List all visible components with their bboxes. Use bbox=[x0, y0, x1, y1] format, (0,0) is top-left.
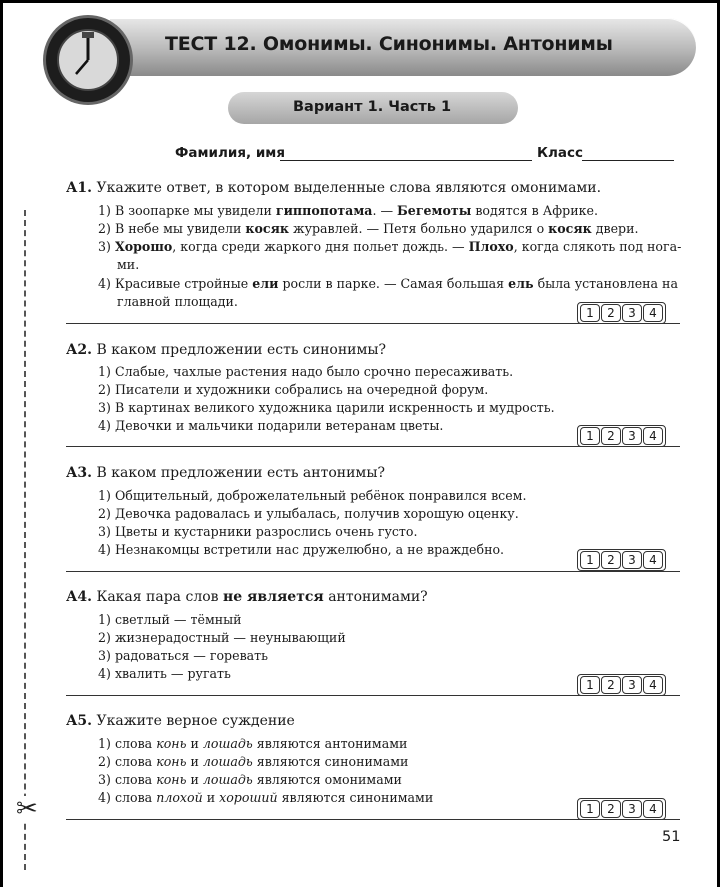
answer-box-1[interactable]: 1 bbox=[580, 676, 600, 694]
option: 4) слова плохой и хороший являются синонимами bbox=[98, 790, 434, 805]
option: 3) слова конь и лошадь являются омонимами bbox=[98, 772, 402, 787]
question-a2 bbox=[66, 342, 386, 358]
answer-box-1[interactable]: 1 bbox=[580, 304, 600, 322]
answer-box-3[interactable]: 3 bbox=[622, 551, 642, 569]
clock-icon bbox=[46, 18, 130, 102]
answer-box-2[interactable]: 2 bbox=[601, 304, 621, 322]
option: 3) Хорошо, когда среди жаркого дня польет дождь. — Плохо, когда слякоть под нога- bbox=[98, 239, 682, 254]
option-continuation: главной площади. bbox=[117, 294, 238, 309]
answer-box-3[interactable]: 3 bbox=[622, 304, 642, 322]
answer-box-2[interactable]: 2 bbox=[601, 676, 621, 694]
question-a5 bbox=[66, 713, 295, 729]
divider bbox=[66, 695, 680, 696]
divider bbox=[66, 571, 680, 572]
option: 1) Общительный, доброжелательный ребёнок понравился всем. bbox=[98, 488, 527, 503]
option: 1) светлый — тёмный bbox=[98, 612, 242, 627]
answer-boxes bbox=[577, 674, 666, 696]
option: 1) слова конь и лошадь являются антонимами bbox=[98, 736, 408, 751]
divider bbox=[66, 323, 680, 324]
question-number: А5. bbox=[66, 713, 93, 729]
answer-box-3[interactable]: 3 bbox=[622, 800, 642, 818]
answer-boxes bbox=[577, 302, 666, 324]
variant-label: Вариант 1. Часть 1 bbox=[293, 99, 452, 115]
answer-box-1[interactable]: 1 bbox=[580, 800, 600, 818]
question-text: Укажите верное суждение bbox=[96, 713, 295, 729]
answer-box-3[interactable]: 3 bbox=[622, 676, 642, 694]
class-field[interactable] bbox=[582, 160, 674, 161]
question-a1 bbox=[66, 180, 601, 196]
answer-box-1[interactable]: 1 bbox=[580, 427, 600, 445]
option: 3) радоваться — горевать bbox=[98, 648, 268, 663]
question-a4 bbox=[66, 589, 428, 605]
page-title: ТЕСТ 12. Омонимы. Синонимы. Антонимы bbox=[165, 33, 613, 55]
divider bbox=[66, 446, 680, 447]
option: 2) В небе мы увидели косяк журавлей. — Петя больно ударился о косяк двери. bbox=[98, 221, 639, 236]
name-label: Фамилия, имя bbox=[175, 145, 285, 161]
divider bbox=[66, 819, 680, 820]
option: 3) Цветы и кустарники разрослись очень густо. bbox=[98, 524, 418, 539]
question-number: А4. bbox=[66, 589, 93, 605]
answer-box-4[interactable]: 4 bbox=[643, 304, 663, 322]
question-number: А1. bbox=[66, 180, 93, 196]
option: 4) Девочки и мальчики подарили ветеранам цветы. bbox=[98, 418, 444, 433]
answer-box-2[interactable]: 2 bbox=[601, 800, 621, 818]
answer-box-4[interactable]: 4 bbox=[643, 676, 663, 694]
option: 3) В картинах великого художника царили искренность и мудрость. bbox=[98, 400, 555, 415]
scissors-icon: ✂ bbox=[16, 794, 38, 824]
question-number: А3. bbox=[66, 465, 93, 481]
question-text: В каком предложении есть антонимы? bbox=[96, 465, 385, 481]
answer-boxes bbox=[577, 549, 666, 571]
answer-box-3[interactable]: 3 bbox=[622, 427, 642, 445]
page-border-top bbox=[0, 0, 720, 3]
option: 4) Незнакомцы встретили нас дружелюбно, а не враждебно. bbox=[98, 542, 505, 557]
option: 2) жизнерадостный — неунывающий bbox=[98, 630, 346, 645]
answer-box-2[interactable]: 2 bbox=[601, 427, 621, 445]
option: 2) Писатели и художники собрались на очередной форум. bbox=[98, 382, 489, 397]
class-label: Класс bbox=[537, 145, 584, 161]
answer-box-4[interactable]: 4 bbox=[643, 800, 663, 818]
answer-boxes bbox=[577, 425, 666, 447]
answer-box-4[interactable]: 4 bbox=[643, 551, 663, 569]
option: 4) хвалить — ругать bbox=[98, 666, 231, 681]
question-number: А2. bbox=[66, 342, 93, 358]
question-text: В каком предложении есть синонимы? bbox=[96, 342, 387, 358]
option: 2) Девочка радовалась и улыбалась, получив хорошую оценку. bbox=[98, 506, 519, 521]
answer-box-1[interactable]: 1 bbox=[580, 551, 600, 569]
page-border-left bbox=[0, 0, 3, 887]
answer-boxes bbox=[577, 798, 666, 820]
option: 1) В зоопарке мы увидели гиппопотама. — Бегемоты водятся в Африке. bbox=[98, 203, 598, 218]
option: 1) Слабые, чахлые растения надо было срочно пересаживать. bbox=[98, 364, 514, 379]
option-continuation: ми. bbox=[117, 257, 140, 272]
answer-box-2[interactable]: 2 bbox=[601, 551, 621, 569]
answer-box-4[interactable]: 4 bbox=[643, 427, 663, 445]
option: 2) слова конь и лошадь являются синонимами bbox=[98, 754, 409, 769]
name-field[interactable] bbox=[280, 160, 532, 161]
question-text: Какая пара слов не является антонимами? bbox=[96, 589, 428, 605]
question-text: Укажите ответ, в котором выделенные слова являются омонимами. bbox=[96, 180, 602, 196]
question-a3 bbox=[66, 465, 385, 481]
cut-line bbox=[24, 210, 26, 870]
page-number: 51 bbox=[662, 829, 681, 845]
option: 4) Красивые стройные ели росли в парке. — Самая большая ель была установлена на bbox=[98, 276, 678, 291]
